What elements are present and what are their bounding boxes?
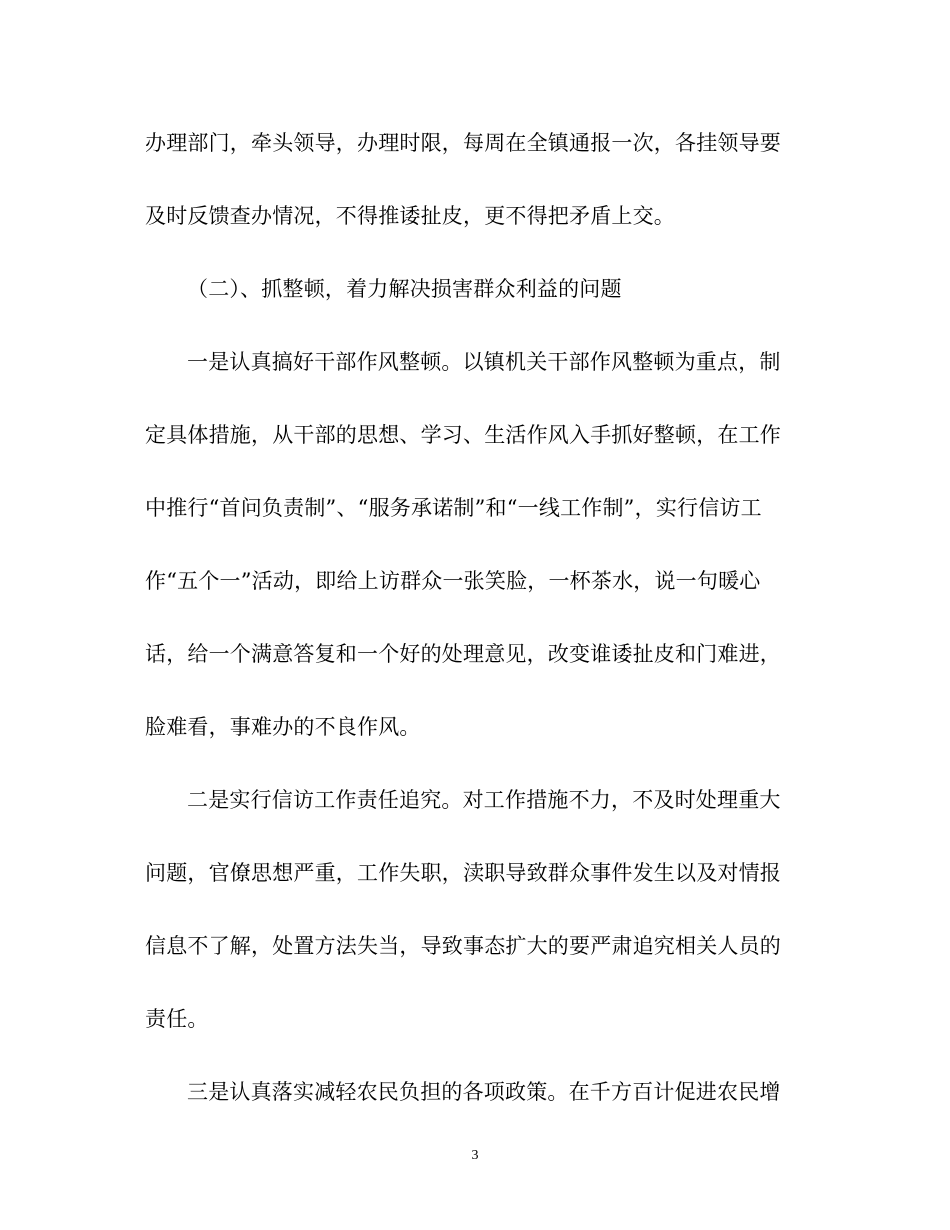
text-line: 三是认真落实减轻农民负担的各项政策。在千方百计促进农民增 <box>187 1080 781 1104</box>
text-line: 中推行“首问负责制”、“服务承诺制”和“一线工作制”，实行信访工 <box>145 496 762 520</box>
text-line: 一是认真搞好干部作风整顿。以镇机关干部作风整顿为重点，制 <box>187 350 781 374</box>
text-line: 作“五个一”活动，即给上访群众一张笑脸，一杯茶水，说一句暖心 <box>145 569 761 593</box>
text-line: 责任。 <box>145 1007 209 1031</box>
text-line: 二是实行信访工作责任追究。对工作措施不力，不及时处理重大 <box>187 788 781 812</box>
page-number: 3 <box>471 1148 479 1163</box>
text-line: 话，给一个满意答复和一个好的处理意见，改变谁诿扯皮和门难进， <box>145 642 781 666</box>
text-line: 及时反馈查办情况，不得推诿扯皮，更不得把矛盾上交。 <box>145 204 675 228</box>
text-line: 定具体措施，从干部的思想、学习、生活作风入手抓好整顿，在工作 <box>145 423 781 447</box>
text-line: 信息不了解，处置方法失当，导致事态扩大的要严肃追究相关人员的 <box>145 934 781 958</box>
text-line: 办理部门，牵头领导，办理时限，每周在全镇通报一次，各挂领导要 <box>145 131 781 155</box>
section-heading: （二）、抓整顿，着力解决损害群众利益的问题 <box>187 277 622 301</box>
text-line: 脸难看，事难办的不良作风。 <box>145 715 421 739</box>
text-line: 问题，官僚思想严重，工作失职，渎职导致群众事件发生以及对情报 <box>145 861 781 885</box>
